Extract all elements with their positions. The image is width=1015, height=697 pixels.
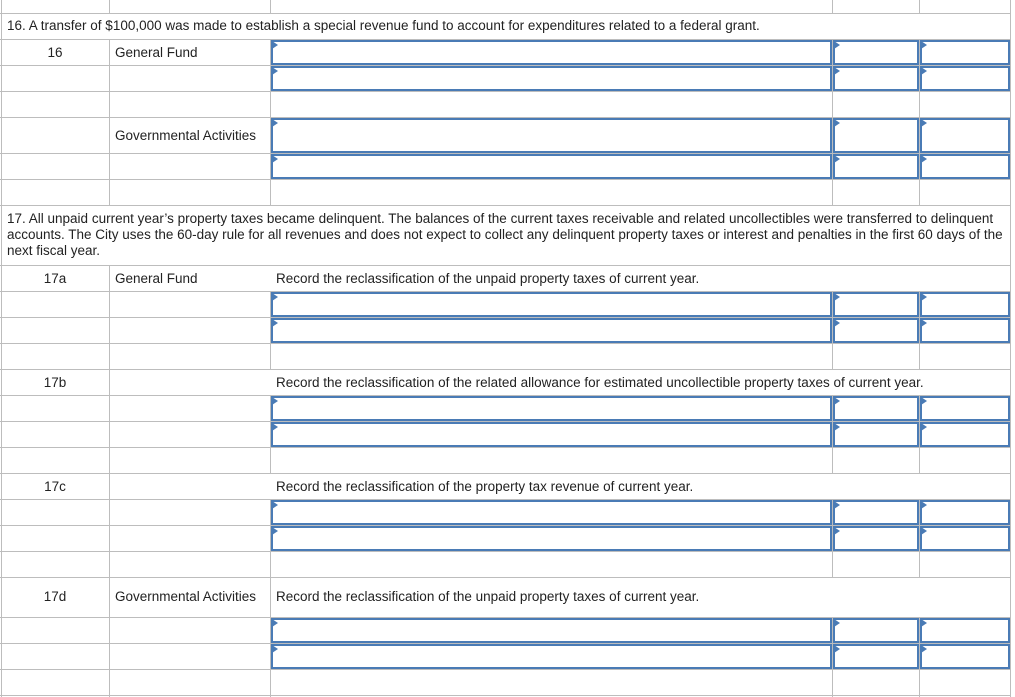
grid-line [0,343,1011,344]
credit-input-17d-1[interactable] [920,618,1010,643]
grid-line [832,0,833,13]
credit-input-17a-2[interactable] [920,318,1010,343]
debit-input-17c-1[interactable] [833,500,919,525]
credit-input-17c-1[interactable] [920,500,1010,525]
account-input-17b-1[interactable] [271,396,832,421]
grid-line [0,369,1011,370]
grid-line [919,0,920,13]
fund-label-governmental-activities: Governmental Activities [115,128,257,143]
grid-line [0,179,1011,180]
account-input-16-gf-2[interactable] [271,66,832,91]
fund-label-17d: Governmental Activities [115,589,257,604]
grid-line [109,265,110,697]
credit-input-17b-2[interactable] [920,422,1010,447]
grid-line [0,695,1011,696]
entry-number-17a: 17a [43,271,67,286]
debit-input-16-ga-2[interactable] [833,154,919,179]
instruction-17d: Record the reclassification of the unpaid property taxes of current year. [276,589,700,604]
debit-input-16-gf-1[interactable] [833,40,919,65]
grid-line [0,205,1011,206]
question-17-text: 17. All unpaid current year’s property taxes became delinquent. The balances of the current taxes receivable and related uncollectibles were transferred to delinquent accounts. The City uses the 60-day rule for all revenues and does not expect to collect any delinquent property taxes or interest and penalties in the first 60 days of the next fiscal year. [7,211,1003,258]
grid-line [0,551,1011,552]
grid-line [270,0,271,13]
account-input-16-ga-1[interactable] [271,118,832,153]
grid-line [0,13,1011,14]
account-input-16-ga-2[interactable] [271,154,832,179]
entry-number-17c: 17c [44,479,66,494]
debit-input-17a-1[interactable] [833,292,919,317]
debit-input-17c-2[interactable] [833,526,919,551]
account-input-17d-1[interactable] [271,618,832,643]
debit-input-17a-2[interactable] [833,318,919,343]
credit-input-17c-2[interactable] [920,526,1010,551]
instruction-17a: Record the reclassification of the unpaid property taxes of current year. [276,271,700,286]
account-input-17c-2[interactable] [271,526,832,551]
credit-input-16-ga-1[interactable] [920,118,1010,153]
instruction-17c: Record the reclassification of the property tax revenue of current year. [276,479,694,494]
credit-input-17a-1[interactable] [920,292,1010,317]
grid-line [0,473,1011,474]
grid-line [0,265,1011,266]
debit-input-16-ga-1[interactable] [833,118,919,153]
fund-label-general-fund: General Fund [115,45,198,60]
credit-input-17b-1[interactable] [920,396,1010,421]
account-input-17a-2[interactable] [271,318,832,343]
account-input-17b-2[interactable] [271,422,832,447]
grid-line [0,91,1011,92]
account-input-16-gf-1[interactable] [271,40,832,65]
account-input-17c-1[interactable] [271,500,832,525]
grid-line [0,577,1011,578]
instruction-17b: Record the reclassification of the related allowance for estimated uncollectible property taxes of current year. [276,375,924,390]
debit-input-16-gf-2[interactable] [833,66,919,91]
credit-input-16-gf-1[interactable] [920,40,1010,65]
account-input-17d-2[interactable] [271,644,832,669]
fund-label-17a: General Fund [115,271,198,286]
account-input-17a-1[interactable] [271,292,832,317]
debit-input-17b-2[interactable] [833,422,919,447]
debit-input-17d-1[interactable] [833,618,919,643]
credit-input-17d-2[interactable] [920,644,1010,669]
entry-number-17d: 17d [43,589,67,604]
question-16-text: 16. A transfer of $100,000 was made to establish a special revenue fund to account for expenditures related to a federal grant. [7,18,760,33]
grid-line [109,0,110,13]
entry-number-16: 16 [47,45,63,60]
credit-input-16-gf-2[interactable] [920,66,1010,91]
debit-input-17b-1[interactable] [833,396,919,421]
entry-number-17b: 17b [43,375,67,390]
grid-line [0,669,1011,670]
grid-line [0,447,1011,448]
credit-input-16-ga-2[interactable] [920,154,1010,179]
grid-line [109,39,110,205]
grid-line [1010,0,1011,697]
debit-input-17d-2[interactable] [833,644,919,669]
